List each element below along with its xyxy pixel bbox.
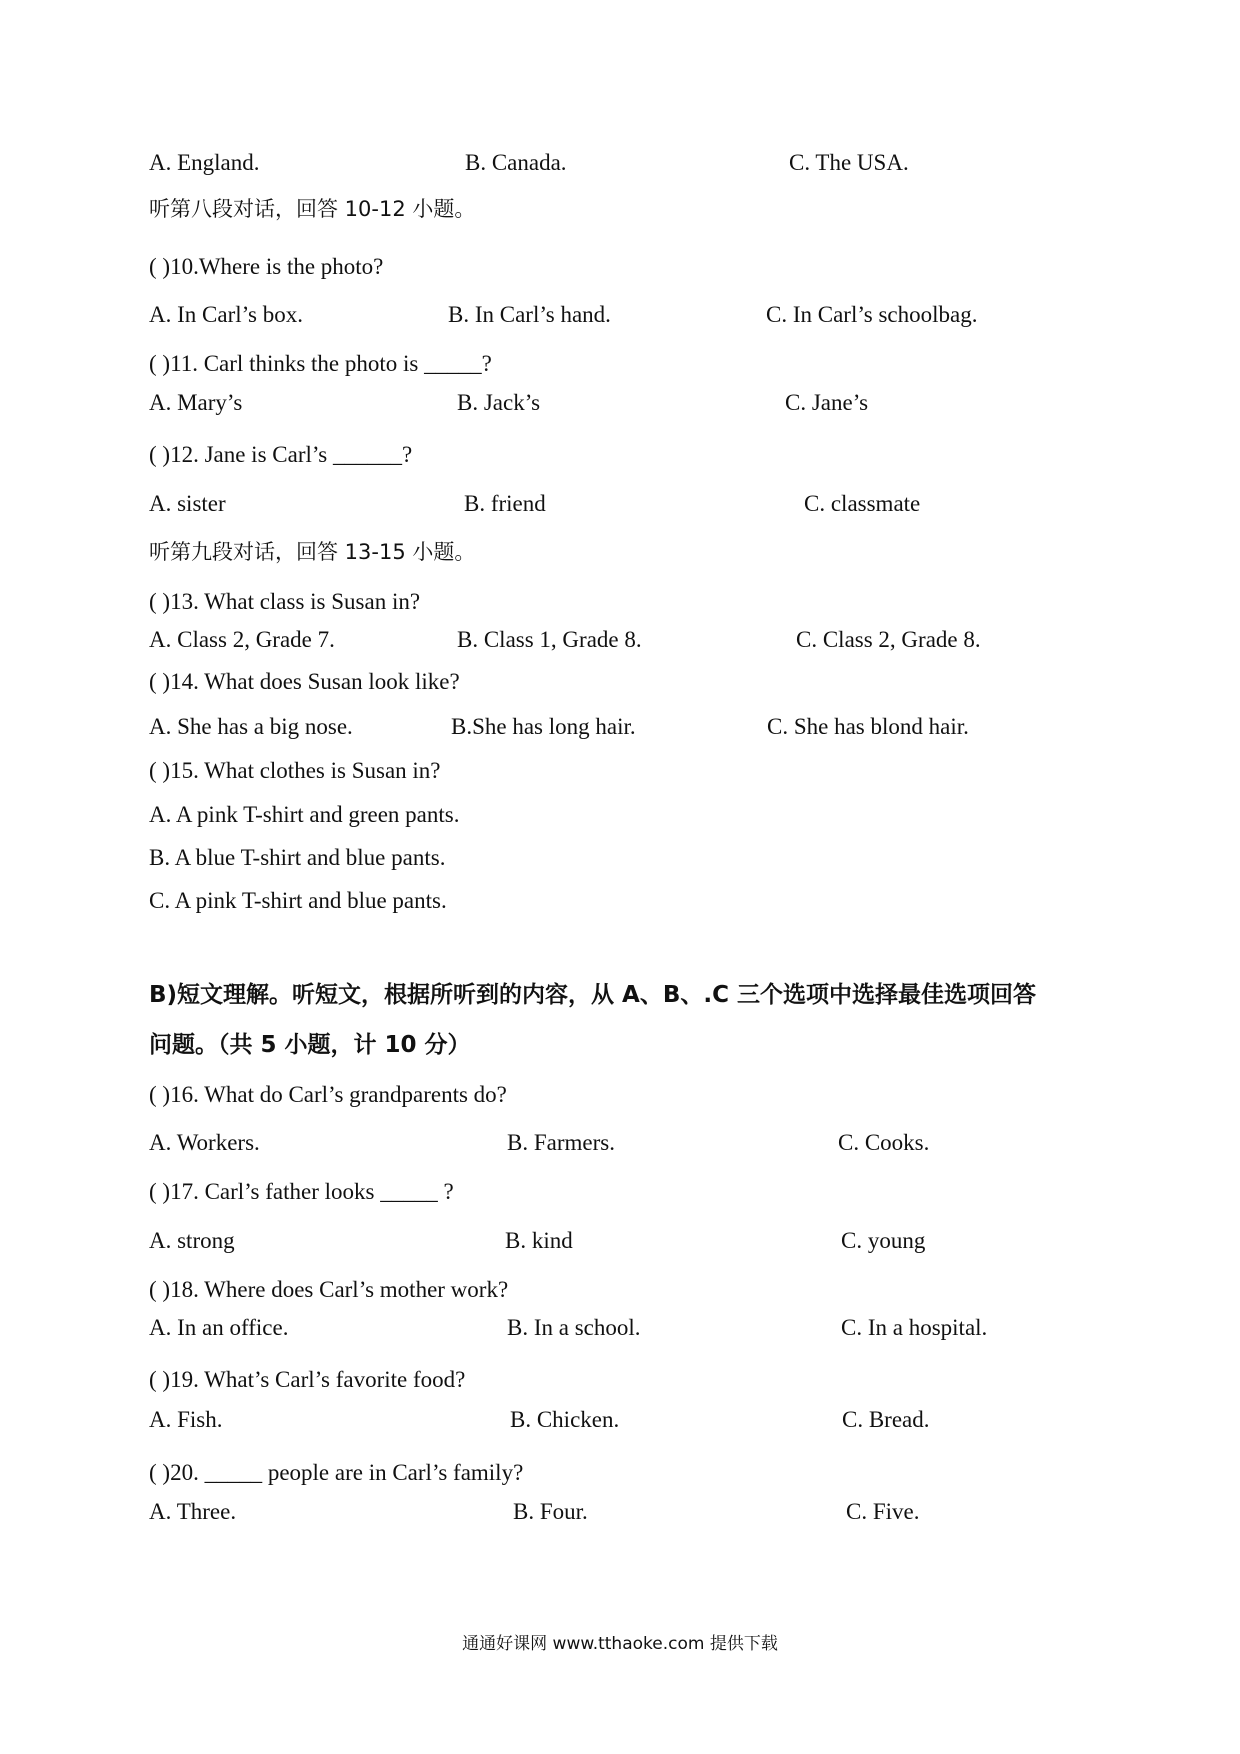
question-19: ( )19. What’s Carl’s favorite food? (149, 1367, 466, 1392)
option-c: C. In a hospital. (841, 1315, 988, 1340)
option-c: C. Five. (846, 1499, 920, 1524)
question-15-option-c: C. A pink T-shirt and blue pants. (149, 888, 447, 913)
option-c: C. The USA. (789, 150, 909, 175)
option-c: C. Jane’s (785, 390, 869, 415)
section-8-heading: 听第八段对话，回答 10-12 小题。 (149, 197, 476, 221)
option-b: B. In a school. (507, 1315, 641, 1340)
question-16: ( )16. What do Carl’s grandparents do? (149, 1082, 507, 1107)
option-b: B. Class 1, Grade 8. (457, 627, 642, 652)
question-11: ( )11. Carl thinks the photo is _____? (149, 351, 492, 376)
option-a: A. sister (149, 491, 226, 516)
question-15-option-a: A. A pink T-shirt and green pants. (149, 802, 460, 827)
option-c: C. Cooks. (838, 1130, 930, 1155)
option-a: A. Workers. (149, 1130, 260, 1155)
option-b: B. Jack’s (457, 390, 541, 415)
page-footer: 通通好课网 www.tthaoke.com 提供下载 (462, 1634, 778, 1654)
question-13: ( )13. What class is Susan in? (149, 589, 421, 614)
question-17: ( )17. Carl’s father looks _____ ? (149, 1179, 454, 1204)
question-10: ( )10.Where is the photo? (149, 254, 384, 279)
question-18: ( )18. Where does Carl’s mother work? (149, 1277, 509, 1302)
question-14: ( )14. What does Susan look like? (149, 669, 460, 694)
option-b: B. Chicken. (510, 1407, 620, 1432)
option-a: A. In an office. (149, 1315, 289, 1340)
option-a: A. Fish. (149, 1407, 223, 1432)
option-a: A. England. (149, 150, 260, 175)
option-a: A. She has a big nose. (149, 714, 353, 739)
option-a: A. Class 2, Grade 7. (149, 627, 335, 652)
option-b: B. In Carl’s hand. (448, 302, 611, 327)
option-c: C. classmate (804, 491, 921, 516)
option-c: C. She has blond hair. (767, 714, 969, 739)
option-b: B. friend (464, 491, 546, 516)
question-20: ( )20. _____ people are in Carl’s family? (149, 1460, 524, 1485)
option-c: C. Bread. (842, 1407, 930, 1432)
option-c: C. Class 2, Grade 8. (796, 627, 981, 652)
option-c: C. young (841, 1228, 926, 1253)
option-b: B.She has long hair. (451, 714, 636, 739)
option-a: A. strong (149, 1228, 235, 1253)
question-15: ( )15. What clothes is Susan in? (149, 758, 441, 783)
option-b: B. Four. (513, 1499, 588, 1524)
question-12: ( )12. Jane is Carl’s ______? (149, 442, 413, 467)
question-15-option-b: B. A blue T-shirt and blue pants. (149, 845, 446, 870)
option-b: B. Canada. (465, 150, 567, 175)
option-b: B. Farmers. (507, 1130, 615, 1155)
section-9-heading: 听第九段对话，回答 13-15 小题。 (149, 540, 476, 564)
option-b: B. kind (505, 1228, 573, 1253)
section-b-heading-line2: 问题。（共 5 小题，计 10 分） (149, 1032, 471, 1058)
option-a: A. Three. (149, 1499, 237, 1524)
section-b-heading-line1: B)短文理解。听短文，根据所听到的内容，从 A、B、.C 三个选项中选择最佳选项回答 (149, 982, 1037, 1008)
option-a: A. Mary’s (149, 390, 243, 415)
option-c: C. In Carl’s schoolbag. (766, 302, 978, 327)
option-a: A. In Carl’s box. (149, 302, 303, 327)
